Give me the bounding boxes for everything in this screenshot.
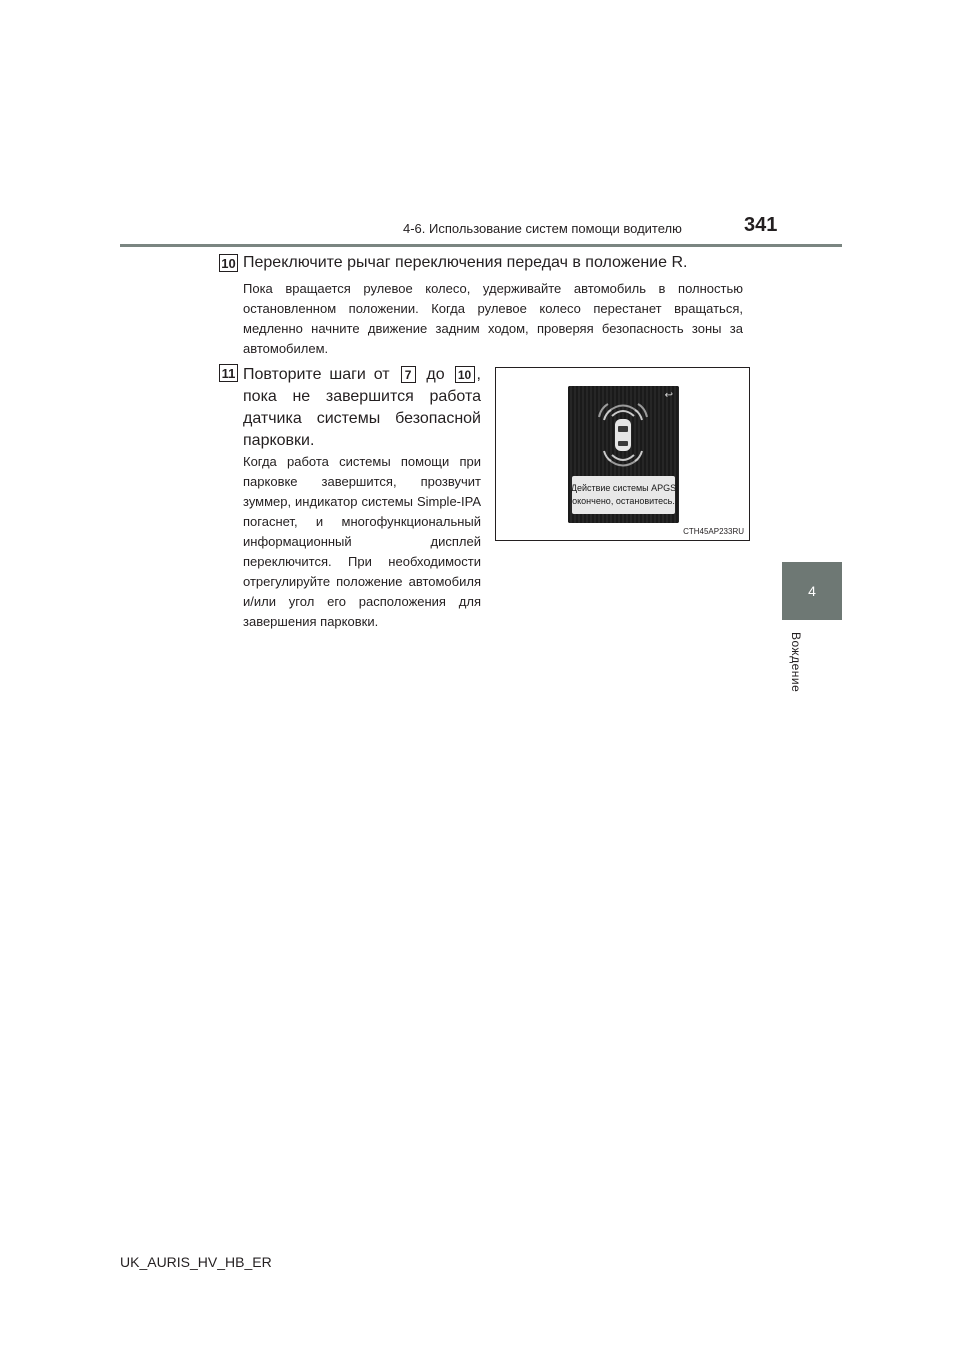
display-message-line-2: окончено, остановитесь. — [572, 496, 675, 506]
document-code: UK_AURIS_HV_HB_ER — [120, 1254, 272, 1270]
chapter-tab: 4 — [782, 562, 842, 620]
header-divider — [120, 244, 842, 247]
step-11-title-suffix: , пока не завершится работа датчика системы безопасной парковки. — [243, 366, 481, 449]
back-arrow-icon: ↩ — [664, 390, 673, 401]
step-10-note: Пока вращается рулевое колесо, удерживайте автомобиль в полностью остановленном положении. Когда рулевое колесо перестанет вращаться, медленно начните движение задним ходом, проверяя безопасность зоны за автомобилем. — [243, 281, 743, 356]
step-10-title: Переключите рычаг переключения передач в положение R. — [243, 254, 688, 271]
step-11-title-mid: до — [426, 366, 445, 383]
page-number: 341 — [744, 214, 778, 236]
display-illustration — [495, 367, 750, 541]
step-badge-11: 11 — [219, 364, 238, 382]
step-11-note: Когда работа системы помощи при парковке завершится, прозвучит зуммер, индикатор системы Simple-IPA погаснет, и многофункциональный информационный дисплей переключится. При необходимости отрегулируйте положение автомобиля и/или угол его расположения для завершения парковки. — [243, 454, 481, 629]
step-badge-10: 10 — [219, 254, 238, 272]
display-message — [572, 476, 675, 514]
section-title: 4-6. Использование систем помощи водителю — [403, 221, 682, 236]
car-sensor-icon — [568, 386, 679, 476]
step-ref-7: 7 — [401, 366, 416, 383]
step-11-title — [243, 364, 481, 452]
chapter-label: Вождение — [789, 632, 803, 693]
display-message-line-1: Действие системы APGS — [570, 483, 677, 493]
figure-code: CTH45AP233RU — [683, 527, 744, 536]
step-ref-10: 10 — [455, 366, 475, 383]
multi-info-display — [568, 386, 679, 523]
step-11-title-prefix: Повторите шаги от — [243, 366, 390, 383]
